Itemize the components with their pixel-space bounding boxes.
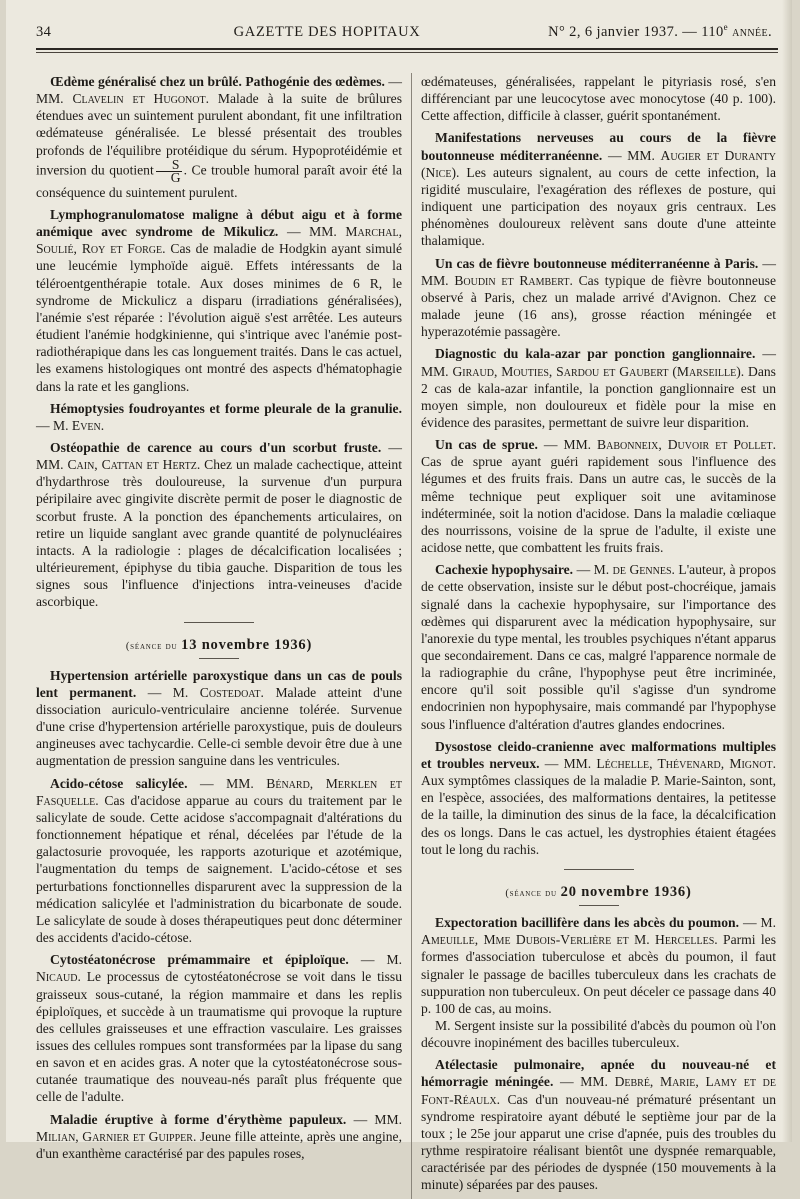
entry-authors: de Gennes. [612,562,675,578]
entry-title: Un cas de fièvre boutonneuse méditerranéenne à Paris. [435,255,759,271]
article-entry: Maladie éruptive à forme d'érythème papuleux. — MM. Milian, Garnier et Guipper. Jeune fille atteinte, après une angine, d'un exanthème caractérisé par des papules roses, [36,1111,402,1161]
left-column [36,73,402,1199]
article-entry: Diagnostic du kala-azar par ponction ganglionnaire. — MM. Giraud, Mouties, Sardou et Gaubert (Marseille). Dans 2 cas de kala-azar infantile, la ponction ganglionnaire est un moyen simple, non douloureux et fidèle pour la mise en évidence des parasites, permettant de suivre leur disparition. [421,346,776,430]
article-entry: Manifestations nerveuses au cours de la fièvre boutonneuse méditerranéenne. — MM. Augier et Duranty (Nice). Les auteurs signalent, au cours de cette infection, la rigidité musculaire, l'exagération des réflexes de posture, qui indiquent une participation des noyaux gris centraux. Les phénomènes douloureux relèvent sans doute d'une atteinte thalamique. [421,130,776,249]
entry-authors: Giraud, Mouties, Sardou et Gaubert (Marseille). [452,363,745,379]
entry-authors: Cain, Cattan et Hertz. [67,457,201,473]
entry-title: Lymphogranulomatose maligne à début aigu et à forme anémique avec syndrome de Mikulicz. [36,206,402,240]
entry-authors: Léchelle, Thévenard, Mignot. [596,755,776,771]
journal-title: GAZETTE DES HOPITAUX [233,23,421,40]
entry-title: Cytostéatonécrose prémammaire et épiploïque. [50,952,349,968]
article-entry: Dysostose cleido-cranienne avec malformations multiples et troubles nerveux. — MM. Léchelle, Thévenard, Mignot. Aux symptômes classiques de la maladie P. Marie-Sainton, sont, en l'espèce, associées, des malformations dentaires, la petitesse de la taille, la diminution des sinus de la face, la décalcification des os longs. Dans le cas actuel, les dystrophies étaient étagées tout le long du rachis. [421,738,776,857]
section-separator [184,622,254,623]
fraction-s-over-g: $\frac{S}{G}$ [156,159,182,184]
entry-title: Maladie éruptive à forme d'érythème papuleux. [50,1111,347,1127]
entry-title: Hémoptysies foudroyantes et forme pleurale de la granulie. [50,400,402,416]
entry-authors: Boudin et Rambert. [454,272,573,288]
entry-authors: Bénard, Merklen et Fasquelle. [36,775,403,808]
article-continuation: œdémateuses, généralisées, rappelant le pityriasis rosé, s'en différenciant par une leucocytose avec monocytose (40 p. 100). Cette affection, difficile à classer, guérit spontanément. [421,74,776,124]
article-entry: Cytostéatonécrose prémammaire et épiploïque. — M. Nicaud. Le processus de cytostéatonécrose se voit dans le tissu graisseux sous-cutané, la région mammaire et dans les replis épiploïques, et succède à un traumatisme qui provoque la rupture des cellules graisseuses et une effraction vasculaire. Les graisses issues des cellules rompues sont transformées par la lipase du sang en savon et en acides gras. A noter que la cytostéatonécrose sous-cutanée traumatique des nouveau-nés paraît plus fréquente que celle de l'adulte. [36,952,403,1105]
entry-body: L'auteur, à propos de cette observation, insiste sur le début post-chocréique, jamais signalé dans la cachexie hypophysaire, sur l'importance des œdèmes qui disparurent avec la médication hypophysaire, sur l'anorexie du type mental, les troubles psychiques n'étant apparus que secondairement. Dans ce cas, malgré l'apparence normale de la radiographie du crâne, l'hypophyse peut être incriminée, encore qu'il soit possible qu'il s'agisse d'un syndrome endocrinien non hypophysaire, mais commandé par l'hypophyse sous l'influence d'altération d'autres glandes endocrines. [421,562,776,732]
entry-body: Aux symptômes classiques de la maladie P. Marie-Sainton, sont, en l'espèce, associées, des malformations dentaires, la petitesse de la taille, la diminution des sinus de la face, la décalcification des os longs. Dans le cas actuel, les dystrophies étaient étagées tout le long du rachis. [421,773,776,857]
entry-title: Œdème généralisé chez un brûlé. Pathogénie des œdèmes. [50,74,385,89]
entry-title: Manifestations nerveuses au cours de la fièvre boutonneuse méditerranéenne. [421,130,776,163]
entry-body: Le processus de cytostéatonécrose se voit dans le tissu graisseux sous-cutané, la région mammaire et dans les replis épiploïques, et succède à un traumatisme qui provoque la rupture des cellules graisseuses et une effraction vasculaire. Les graisses issues des cellules rompues sont transformées par la lipase du sang en savon et en acides gras. A noter que la cytostéatonécrose sous-cutanée traumatique des nouveau-nés paraît plus fréquente que celle de l'adulte. [36,969,403,1105]
entry-body: Parmi les formes d'association tuberculose et abcès du poumon, il faut signaler le passage de bacilles tuberculeux dans les crachats de suppuration non tuberculeux. On peut déceler ce passage dans 40 p. 100 de cas, au moins. [421,932,776,1016]
right-column [421,73,776,1199]
article-entry: Atélectasie pulmonaire, apnée du nouveau-né et hémorragie méningée. — MM. Debré, Marie, Lamy et de Font-Réaulx. Cas d'un nouveau-né prématuré présentant un syndrome respiratoire ayant débuté le septième jour par de la toux ; le 25e jour apparut une crise d'apnée, puis des troubles du rythme respiratoire réalisant bientôt une dyspnée remarquable, caractérisée par des périodes de dyspnée (150 mouvements à la minute) séparées par des pauses. [421,1057,776,1193]
entry-body: Cas de sprue ayant guéri rapidement sous l'influence des légumes et des fruits frais. Dans un autre cas, le succès de la même technique peut expliquer soit une avitaminose indéterminée, soit la notion d'acidose. Dans la maladie cœliaque des nourrissons, voisine de la sprue de l'adulte, il existe une acidose nette, que combattent les fruits frais. [421,454,776,556]
entry-title: Cachexie hypophysaire. [435,562,574,578]
entry-body: Malade atteint d'une dissociation auriculo-ventriculaire ancienne tolérée. Survenue d'une crise d'hypertension artérielle paroxystique, puis de douleurs angineuses avec tachycardie. Celle-ci semble devoir être due à une augmentation de pression sanguine dans les ventricules. [36,684,403,769]
page-edge-shadow [782,0,792,1142]
article-entry: Cachexie hypophysaire. — M. de Gennes. L'auteur, à propos de cette observation, insiste sur le début post-chocréique, jamais signalé dans la cachexie hypophysaire, sur l'importance des œdèmes qui disparurent avec la médication hypophysaire, sur l'anorexie du type mental, les troubles psychiques n'étant apparus que secondairement. Dans ce cas, malgré l'apparence normale de la radiographie du crâne, l'hypophyse peut être incriminée, encore qu'il soit possible qu'il s'agisse d'un syndrome endocrinien non hypophysaire, mais commandé par l'hypophyse sous l'influence d'altération d'autres glandes endocrines. [421,562,776,732]
entry-authors: Even. [71,417,105,433]
article-entry: Hypertension artérielle paroxystique dans un cas de pouls lent permanent. — M. Costedoat. Malade atteint d'une dissociation auriculo-ventriculaire ancienne tolérée. Survenue d'une crise d'hypertension artérielle paroxystique, puis de douleurs angineuses avec tachycardie. Celle-ci semble devoir être due à une augmentation de pression sanguine dans les ventricules. [36,667,403,769]
article-entry: Hémoptysies foudroyantes et forme pleurale de la granulie. — M. Even. [36,400,402,433]
entry-authors: Babonneix, Duvoir et Pollet. [597,437,776,453]
entry-title: Dysostose cleido-cranienne avec malformations multiples et troubles nerveux. [421,738,776,771]
session-heading: (séance du 13 novembre 1936) [125,636,313,653]
entry-body: Malade à la suite de brûlures étendues avec un suintement purulent abondant, fit une infiltration œdémateuse généralisée. Le blessé présentait des troubles profonds de l'équilibre protéidique du sérum. Hypoprotéidémie et inversion du quotient [36,91,402,178]
entry-title: Diagnostic du kala-azar par ponction ganglionnaire. [435,346,756,362]
entry-body: Cas de maladie de Hodgkin ayant simulé une leucémie lymphoïde aiguë. Effets intéressants de la téléroentgenthérapie totale. Aux doses minimes de 6 R, le syndrome de Mickulicz a disparu (irradiations généralisées), l'anémie s'est réparée : l'évolution aiguë s'est arrêtée. Les auteurs étudient l'anémie hodgkinienne, qui s'intrique avec l'anémie post-radiothérapique dans les cas longuement traités. Dans le cas actuel, les examens histologiques ont montré des aspects d'hématophagie dans la rate et les ganglions. [36,241,402,394]
article-entry: Lymphogranulomatose maligne à début aigu et à forme anémique avec syndrome de Mikulicz. — MM. Marchal, Soulié, Roy et Forge. Cas de maladie de Hodgkin ayant simulé une leucémie lymphoïde aiguë. Effets intéressants de la téléroentgenthérapie totale. Aux doses minimes de 6 R, le syndrome de Mickulicz a disparu (irradiations généralisées), l'anémie s'est réparée : l'évolution aiguë s'est arrêtée. Les auteurs étudient l'anémie hodgkinienne, qui s'intrique avec l'anémie post-radiothérapique dans les cas longuement traités. Dans le cas actuel, les examens histologiques ont montré des aspects d'hématophagie dans la rate et les ganglions. [36,206,402,394]
section-separator [564,869,634,870]
two-column-body [36,73,778,1199]
session-heading: (séance du 20 novembre 1936) [505,883,692,900]
running-header [36,22,778,42]
journal-page [6,0,792,1193]
entry-body: Chez un malade cachectique, atteint d'hydarthrose très douloureuse, la survenue d'un purpura péripilaire avec gingivite discrète permit de poser le diagnostic de scorbut fruste. A la ponction des épanchements articulaires, on retire un liquide sanglant avec grande quantité de polynucléaires intacts. A la radiologie : plages de décalcification localisées ; ultérieurement, épiphyse du tibia gauche. Disparition de tous les signes sous l'influence d'injections intra-veineuses d'acide ascorbique. [36,457,402,610]
header-rule-thick [36,48,778,50]
entry-title: Hypertension artérielle paroxystique dans un cas de pouls lent permanent. [36,667,402,700]
entry-authors: Nicaud. [36,969,81,985]
article-entry: Un cas de sprue. — MM. Babonneix, Duvoir et Pollet. Cas de sprue ayant guéri rapidement sous l'influence des légumes et des fruits frais. Dans un autre cas, le succès de la même technique peut expliquer soit une avitaminose indéterminée, soit la notion d'acidose. Dans la maladie cœliaque des nourrissons, voisine de la sprue de l'adulte, il existe une acidose nette, que combattent les fruits frais. [421,437,776,556]
entry-comment: M. Sergent insiste sur la possibilité d'abcès du poumon où l'on découvre inopinément des bacilles tuberculeux. [421,1017,776,1051]
article-entry: Expectoration bacillifère dans les abcès du poumon. — M. Ameuille, Mme Dubois-Verlière et M. Hercelles. Parmi les formes d'association tuberculose et abcès du poumon, il faut signaler le passage de bacilles tuberculeux dans les crachats de suppuration non tuberculeux. On peut déceler ce passage dans 40 p. 100 de cas, au moins. M. Sergent insiste sur la possibilité d'abcès du poumon où l'on découvre inopinément des bacilles tuberculeux. [421,915,776,1051]
article-entry: Acido-cétose salicylée. — MM. Bénard, Merklen et Fasquelle. Cas d'acidose apparue au cours du traitement par le salicylate de soude. Cette acidose s'accompagnait d'altérations du fonctionnement hépatique et rénal, décelées par l'étude de la galactosurie provoquée, les rapports azoturique et azotémique, l'augmentation du temps de saignement. L'acido-cétose et ses perturbations fonctionnelles disparurent avec la suppression de la médication salicylée et l'administration du bicarbonate de soude. Le salicylate de soude à doses thérapeutiques peut donc déterminer des accidents d'acido-cétose. [36,775,403,946]
entry-body: Cas typique de fièvre boutonneuse observé à Paris, chez un malade arrivé d'Avignon. Chez ce malade jeune (16 ans), grosse réaction méningée et hyperazotémie passagère. [421,272,776,340]
entry-authors: Milian, Garnier et Guipper. [36,1128,197,1144]
entry-title: Expectoration bacillifère dans les abcès du poumon. [435,915,740,931]
article-entry: Œdème généralisé chez un brûlé. Pathogénie des œdèmes. — MM. Clavelin et Hugonot. Malade à la suite de brûlures étendues avec un suintement purulent abondant, fit une infiltration œdémateuse généralisée. Le blessé présentait des troubles profonds de l'équilibre protéidique du sérum. Hypoprotéidémie et inversion du quotient $\frac{S}{G}$ . Ce trouble humoral paraît avoir été la conséquence du suintement purulent. [36,74,402,200]
entry-body: Les auteurs signalent, au cours de cette infection, la rigidité musculaire, l'exagération des réflexes de posture, qui indiquent une participation des noyaux gris centraux. Les phénomènes douloureux relèvent sans doute d'une atteinte thalamique. [421,164,776,249]
article-entry: Un cas de fièvre boutonneuse méditerranéenne à Paris. — MM. Boudin et Rambert. Cas typique de fièvre boutonneuse observé à Paris, chez un malade arrivé d'Avignon. Chez ce malade jeune (16 ans), grosse réaction méningée et hyperazotémie passagère. [421,255,776,340]
entry-authors: Debré, Marie, Lamy et de Font-Réaulx. [421,1074,776,1107]
entry-title: Ostéopathie de carence au cours d'un scorbut fruste. [50,439,382,455]
entry-authors: Marchal, Soulié, Roy et Forge. [36,224,402,257]
entry-authors: Augier et Duranty (Nice). [421,147,776,180]
entry-title: Un cas de sprue. [435,437,538,453]
entry-authors: Clavelin et Hugonot. [72,91,209,107]
page-number: 34 [36,23,52,40]
entry-body: Cas d'un nouveau-né prématuré présentant un syndrome respiratoire ayant débuté le septième jour par de la toux ; le 25e jour apparut une crise d'apnée, puis des troubles du rythme respiratoire réalisant bientôt une dyspnée remarquable, caractérisée par des périodes de dyspnée (150 mouvements à la minute) séparées par des pauses. [421,1091,776,1193]
entry-body: Jeune fille atteinte, après une angine, d'un exanthème caractérisé par des papules roses, [36,1128,402,1161]
issue-date: N° 2, 6 janvier 1937. — 110e année. [548,22,772,40]
entry-title: Atélectasie pulmonaire, apnée du nouveau-né et hémorragie méningée. [421,1057,776,1090]
entry-body: Cas d'acidose apparue au cours du traitement par le salicylate de soude. Cette acidose s'accompagnait d'altérations du fonctionnement hépatique et rénal, décelées par l'étude de la galactosurie provoquée, les rapports azoturique et azotémique, l'augmentation du temps de saignement. L'acido-cétose et ses perturbations fonctionnelles disparurent avec la suppression de la médication salicylée et l'administration du bicarbonate de soude. Le salicylate de soude à doses thérapeutiques peut donc déterminer des accidents d'acido-cétose. [36,792,402,946]
entry-body: Dans 2 cas de kala-azar infantile, la ponction ganglionnaire est un moyen simple, non douloureux et fidèle pour la mise en évidence des parasites, permettant de suivre leur disparition. [421,363,776,430]
entry-title: Acido-cétose salicylée. [50,775,188,791]
session-underline [579,905,619,906]
entry-authors: Costedoat. [199,684,264,700]
article-entry: Ostéopathie de carence au cours d'un scorbut fruste. — MM. Cain, Cattan et Hertz. Chez un malade cachectique, atteint d'hydarthrose très douloureuse, la survenue d'un purpura péripilaire avec gingivite discrète permit de poser le diagnostic de scorbut fruste. A la ponction des épanchements articulaires, on retire un liquide sanglant avec grande quantité de polynucléaires intacts. A la radiologie : plages de décalcification localisées ; ultérieurement, épiphyse du tibia gauche. Disparition de tous les signes sous l'influence d'injections intra-veineuses d'acide ascorbique. [36,439,402,610]
header-rule-thin [36,52,778,53]
session-underline [199,658,239,659]
column-divider [411,73,412,1199]
entry-authors: Ameuille, Mme Dubois-Verlière et M. Hercelles. [421,932,718,948]
